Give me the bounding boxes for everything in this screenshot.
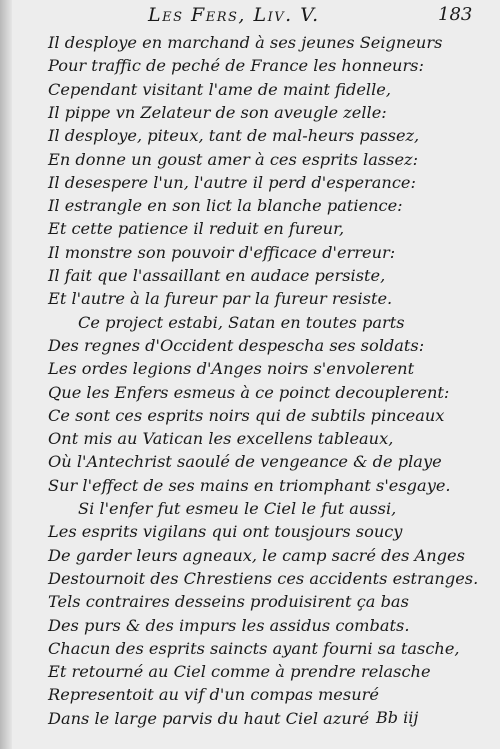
running-head: Les Fers, Liv. V. — [148, 4, 320, 26]
verse-line: Pour traffic de peché de France les honneurs: — [48, 56, 424, 76]
verse-line: Si l'enfer fut esmeu le Ciel le fut aussi, — [78, 499, 397, 518]
verse-line: Representoit au vif d'un compas mesuré — [48, 685, 379, 705]
verse-line: Chacun des esprits saincts ayant fourni sa tasche, — [48, 638, 460, 658]
verse-line: Cependant visitant l'ame de maint fidelle, — [48, 79, 391, 99]
verse-line: Il fait que l'assaillant en audace persiste, — [48, 266, 386, 285]
verse-line: Des purs & des impurs les assidus combats. — [48, 615, 410, 635]
verse-line: Il desploye en marchand à ses jeunes Seigneurs — [48, 33, 443, 52]
verse-line: Sur l'effect de ses mains en triomphant s'esgaye. — [48, 475, 451, 495]
verse-line: Ce sont ces esprits noirs qui de subtils pinceaux — [48, 405, 445, 425]
verse-line: Où l'Antechrist saoulé de vengeance & de playe — [48, 452, 442, 472]
verse-line: Ce project estabi, Satan en toutes parts — [78, 312, 405, 332]
verse-line: Il estrangle en son lict la blanche patience: — [48, 196, 403, 216]
verse-line: Que les Enfers esmeus à ce poinct decouplerent: — [48, 382, 450, 402]
page-number: 183 — [438, 4, 473, 25]
verse-line: De garder leurs agneaux, le camp sacré des Anges — [48, 545, 465, 565]
signature-mark: Bb iij — [376, 708, 419, 727]
verse-line: Des regnes d'Occident despescha ses soldats: — [48, 335, 425, 355]
verse-line: En donne un goust amer à ces esprits lassez: — [48, 149, 419, 169]
verse-line: Dans le large parvis du haut Ciel azuré — [48, 708, 370, 728]
verse-line: Destournoit des Chrestiens ces accidents estranges. — [48, 568, 479, 588]
verse-line: Il pippe vn Zelateur de son aveugle zelle: — [48, 102, 387, 122]
verse-line: Ont mis au Vatican les excellens tableaux, — [48, 429, 394, 449]
verse-line: Et cette patience il reduit en fureur, — [48, 219, 345, 239]
verse-line: Les esprits vigilans qui ont tousjours soucy — [48, 522, 403, 542]
verse-line: Et retourné au Ciel comme à prendre relasche — [48, 662, 431, 682]
verse-line: Il monstre son pouvoir d'efficace d'erreur: — [48, 242, 396, 262]
verse-line: Il desespere l'un, l'autre il perd d'esperance: — [48, 172, 416, 192]
page-header — [0, 2, 500, 28]
verse-line: Et l'autre à la fureur par la fureur resiste. — [48, 289, 393, 309]
verse-line: Tels contraires desseins produisirent ça bas — [48, 592, 409, 612]
verse-line: Les ordes legions d'Anges noirs s'envolerent — [48, 359, 415, 379]
gutter-shadow — [0, 0, 12, 749]
verse-line: Il desploye, piteux, tant de mal-heurs passez, — [48, 126, 420, 146]
